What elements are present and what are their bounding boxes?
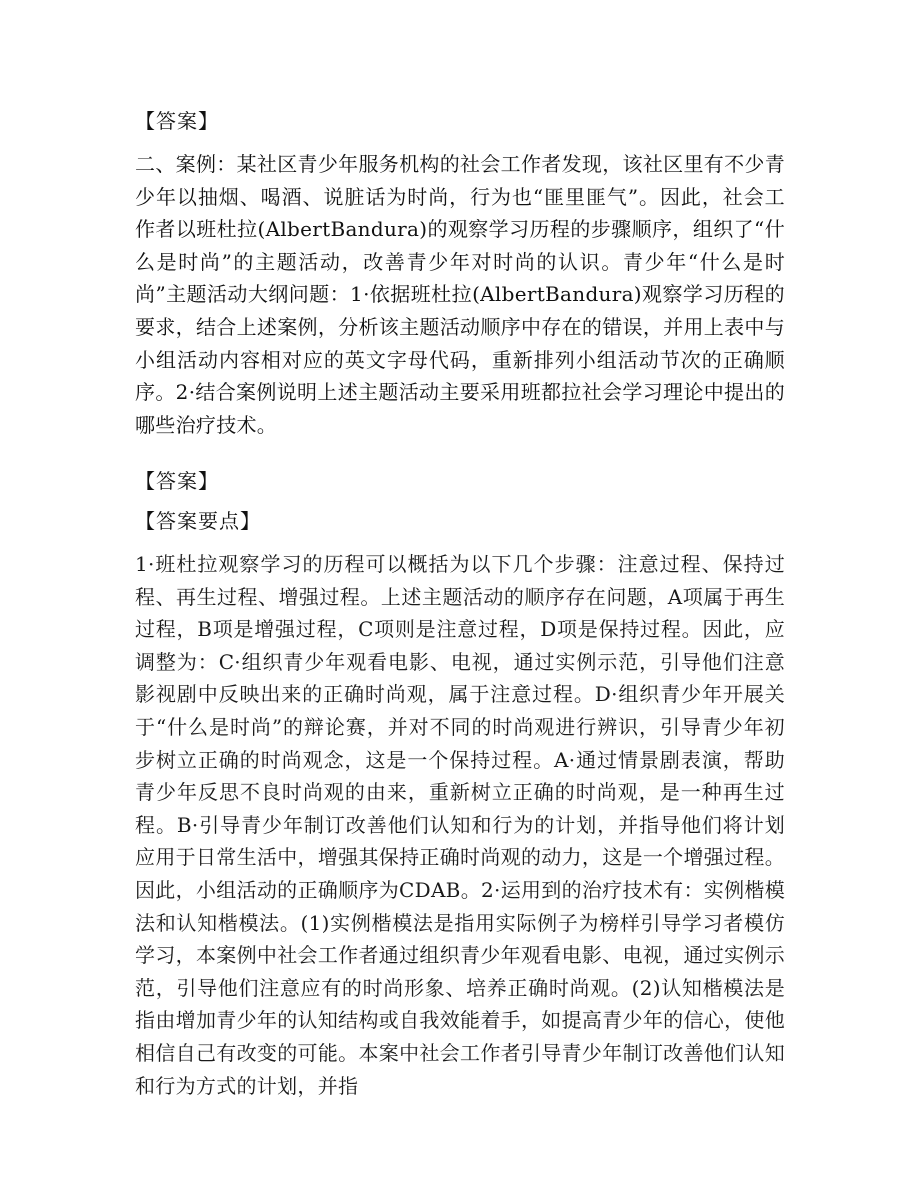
answer-heading-second: 【答案】: [135, 469, 219, 493]
answer-points-heading: 【答案要点】: [135, 509, 261, 533]
question-paragraph: 二、案例：某社区青少年服务机构的社会工作者发现，该社区里有不少青少年以抽烟、喝酒、说脏话为时尚，行为也“匪里匪气”。因此，社会工作者以班杜拉(AlbertBandura)的观察学习历程的步骤顺序，组织了“什么是时尚”的主题活动，改善青少年对时尚的认识。青少年“什么是时尚”主题活动大纲问题：1·依据班杜拉(AlbertBandura)观察学习历程的要求，结合上述案例，分析该主题活动顺序中存在的错误，并用上表中与小组活动内容相对应的英文字母代码，重新排列小组活动节次的正确顺序。2·结合案例说明上述主题活动主要采用班都拉社会学习理论中提出的哪些治疗技术。: [135, 152, 785, 437]
answer-heading: 【答案】: [135, 109, 219, 133]
answer-paragraph: 1·班杜拉观察学习的历程可以概括为以下几个步骤：注意过程、保持过程、再生过程、增强过程。上述主题活动的顺序存在问题，A项属于再生过程，B项是增强过程，C项则是注意过程，D项是保持过程。因此，应调整为：C·组织青少年观看电影、电视，通过实例示范，引导他们注意影视剧中反映出来的正确时尚观，属于注意过程。D·组织青少年开展关于“什么是时尚”的辩论赛，并对不同的时尚观进行辨识，引导青少年初步树立正确的时尚观念，这是一个保持过程。A·通过情景剧表演，帮助青少年反思不良时尚观的由来，重新树立正确的时尚观，是一种再生过程。B·引导青少年制订改善他们认知和行为的计划，并指导他们将计划应用于日常生活中，增强其保持正确时尚观的动力，这是一个增强过程。因此，小组活动的正确顺序为CDAB。2·运用到的治疗技术有：实例楷模法和认知楷模法。(1)实例楷模法是指用实际例子为榜样引导学习者模仿学习，本案例中社会工作者通过组织青少年观看电影、电视，通过实例示范，引导他们注意应有的时尚形象、培养正确时尚观。(2)认知楷模法是指由增加青少年的认知结构或自我效能着手，如提高青少年的信心，使他相信自己有改变的可能。本案中社会工作者引导青少年制订改善他们认知和行为方式的计划，并指: [135, 552, 785, 1098]
